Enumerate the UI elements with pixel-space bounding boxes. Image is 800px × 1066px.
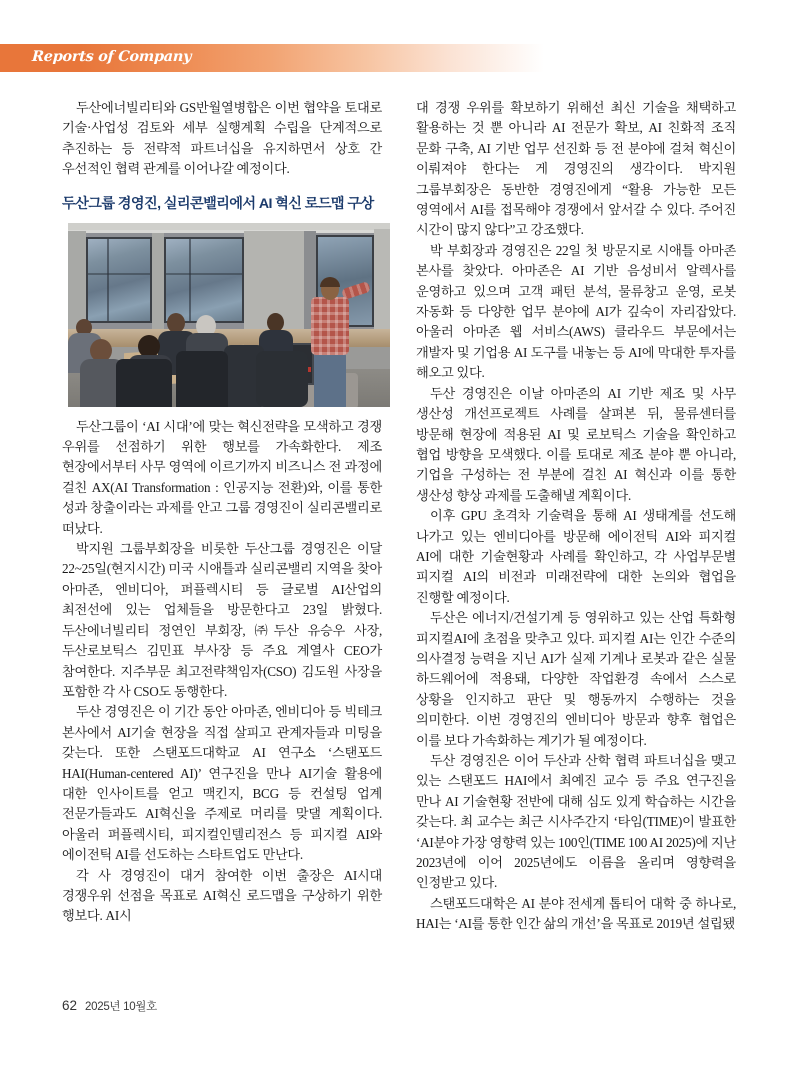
photo-ceiling-edge (68, 223, 390, 230)
paragraph: 두산 경영진은 이어 두산과 산학 협력 파트너십을 맺고 있는 스탠포드 HAI에서 최예진 교수 등 주요 연구진을 만나 AI 기술현황 전반에 대해 심도 있게 학습하는 시간을 갖는다. 최 교수는 최근 시사주간지 ‘타임(TIME)이 발표한 ‘AI분야 가장 영향력 있는 100인(TIME 100 AI 2025)에 지난 2023년에 이어 2025년에도 이름을 올리며 영향력을 인정받고 있다. (416, 753, 736, 891)
right-column (416, 98, 736, 935)
paragraph: 두산 경영진은 이날 아마존의 AI 기반 제조 및 사무 생산성 개선프로젝트 사례를 살펴본 뒤, 물류센터를 방문해 현장에 적용된 AI 및 로보틱스 기술을 확인하고 협업 방향을 모색했다. 이를 토대로 제조 분야 뿐 아니라, 기업을 구성하는 전 부분에 걸친 AI 혁신과 이를 통한 생산성 향상 과제를 도출해낼 계획이다. (416, 385, 736, 503)
paragraph: 스탠포드대학은 AI 분야 전세계 톱티어 대학 중 하나로, HAI는 ‘AI를 통한 인간 삶의 개선’을 목표로 2019년 설립됐 (416, 895, 736, 932)
section-subhead: 두산그룹 경영진, 실리콘밸리에서 AI 혁신 로드맵 구상 (62, 195, 374, 212)
photo-window (164, 237, 244, 323)
article-photo (68, 223, 390, 407)
photo-chair (116, 359, 172, 407)
photo-chair (256, 351, 308, 407)
photo-pillar (152, 233, 164, 333)
paragraph: 두산에너빌리티와 GS반월열병합은 이번 협약을 토대로 기술·사업성 검토와 세부 실행계획 수립을 단계적으로 추진하는 등 전략적 파트너십을 유지하면서 상호 간 우선적인 협력 관계를 이어나갈 예정이다. (62, 100, 382, 177)
paragraph: 박 부회장과 경영진은 22일 첫 방문지로 시애틀 아마존 본사를 찾았다. 아마존은 AI 기반 음성비서 알렉사를 운영하고 있으며 고객 패턴 분석, 물류창고 운영, 로봇 자동화 등 다양한 업무 분야에 AI가 깊숙이 자리잡았다. 아울러 아마존 웹 서비스(AWS) 클라우드 부문에서는 개발자 및 기업용 AI 도구를 내놓는 등 AI에 막대한 투자를 해오고 있다. (416, 242, 736, 381)
photo-scene (68, 223, 390, 407)
paragraph: 각 사 경영진이 대거 참여한 이번 출장은 AI시대 경쟁우위 선점을 목표로 AI혁신 로드맵을 구상하기 위한 행보다. AI시 (62, 867, 382, 924)
photo-pillar (374, 229, 390, 339)
photo-chair (176, 351, 228, 407)
left-column (62, 98, 382, 927)
issue-label: 2025년 10월호 (85, 1001, 157, 1013)
paragraph: 두산 경영진은 이 기간 동안 아마존, 엔비디아 등 빅테크 본사에서 AI기술 현장을 직접 살피고 관계자들과 미팅을 갖는다. 또한 스탠포드대학교 AI 연구소 ‘스탠포드 HAI(Human-centered AI)’ 연구진을 만나 AI기술 활용에 대한 인사이트를 얻고 맥킨지, BCG 등 컨설팅 업계 전문가들과도 AI혁신을 주제로 머리를 맞댈 계획이다. 아울러 퍼플렉시티, 피지컬인텔리전스 등 피지컬 AI와 에이전틱 AI를 선도하는 스타트업도 만난다. (62, 704, 382, 863)
photo-window (86, 237, 152, 323)
paragraph: 두산그룹이 ‘AI 시대’에 맞는 혁신전략을 모색하고 경쟁 우위를 선점하기 위한 행보를 가속화한다. 제조 현장에서부터 사무 영역에 이르기까지 비즈니스 전 과정에 걸친 AX(AI Transformation : 인공지능 전환)와, 이를 통한 성과 창출이라는 과제를 안고 그룹 경영진이 실리콘밸리로 떠났다. (62, 418, 382, 536)
photo-presenter-legs (314, 353, 346, 407)
paragraph: 대 경쟁 우위를 확보하기 위해선 최신 기술을 채택하고 활용하는 것 뿐 아니라 AI 전문가 확보, AI 친화적 조직 문화 구축, AI 기반 업무 선진화 등 전 분야에 걸쳐 혁신이 이뤄져야 한다는 게 경영진의 생각이다. 박지원 그룹부회장은 동반한 경영진에게 “활용 가능한 모든 영역에서 AI를 접목해야 경쟁에서 앞서갈 수 있다. 주어진 시간이 많지 않다”고 강조했다. (416, 100, 736, 238)
paragraph: 두산은 에너지/건설기계 등 영위하고 있는 산업 특화형 피지컬AI에 초점을 맞추고 있다. 피지컬 AI는 인간 수준의 의사결정 능력을 지닌 AI가 실제 기계나 로봇과 같은 실물 하드웨어에 적용돼, 다양한 작업환경 속에서 스스로 상황을 인지하고 판단 및 행동까지 수행하는 것을 의미한다. 이번 경영진의 엔비디아 방문과 향후 협업은 이를 보다 가속화하는 계기가 될 예정이다. (416, 610, 736, 748)
page-number: 62 (62, 998, 78, 1013)
running-header-label: Reports of Company (31, 48, 192, 65)
paragraph: 이후 GPU 초격차 기술력을 통해 AI 생태계를 선도해 나가고 있는 엔비디아를 방문해 에이전틱 AI와 피지컬 AI에 대한 기술현황과 사례를 확인하고, 각 사업부문별 피지컬 AI의 비전과 미래전략에 대한 논의와 협업을 진행할 예정이다. (416, 508, 736, 605)
page-footer (62, 998, 157, 1014)
photo-presenter-torso (311, 297, 349, 355)
paragraph: 박지원 그룹부회장을 비롯한 두산그룹 경영진은 이달 22~25일(현지시간) 미국 시애틀과 실리콘밸리 지역을 찾아 아마존, 엔비디아, 퍼플렉시티 등 글로벌 AI산업의 최전선에 있는 업체들을 방문한다고 23일 밝혔다. 두산에너빌리티 정연인 부회장, ㈜두산 유승우 사장, 두산로보틱스 김민표 부사장 등 주요 계열사 CEO가 참여한다. 지주부문 최고전략책임자(CSO) 김도원 사장을 포함한 각 사 CSO도 동행한다. (62, 541, 382, 699)
article-columns (0, 98, 800, 958)
